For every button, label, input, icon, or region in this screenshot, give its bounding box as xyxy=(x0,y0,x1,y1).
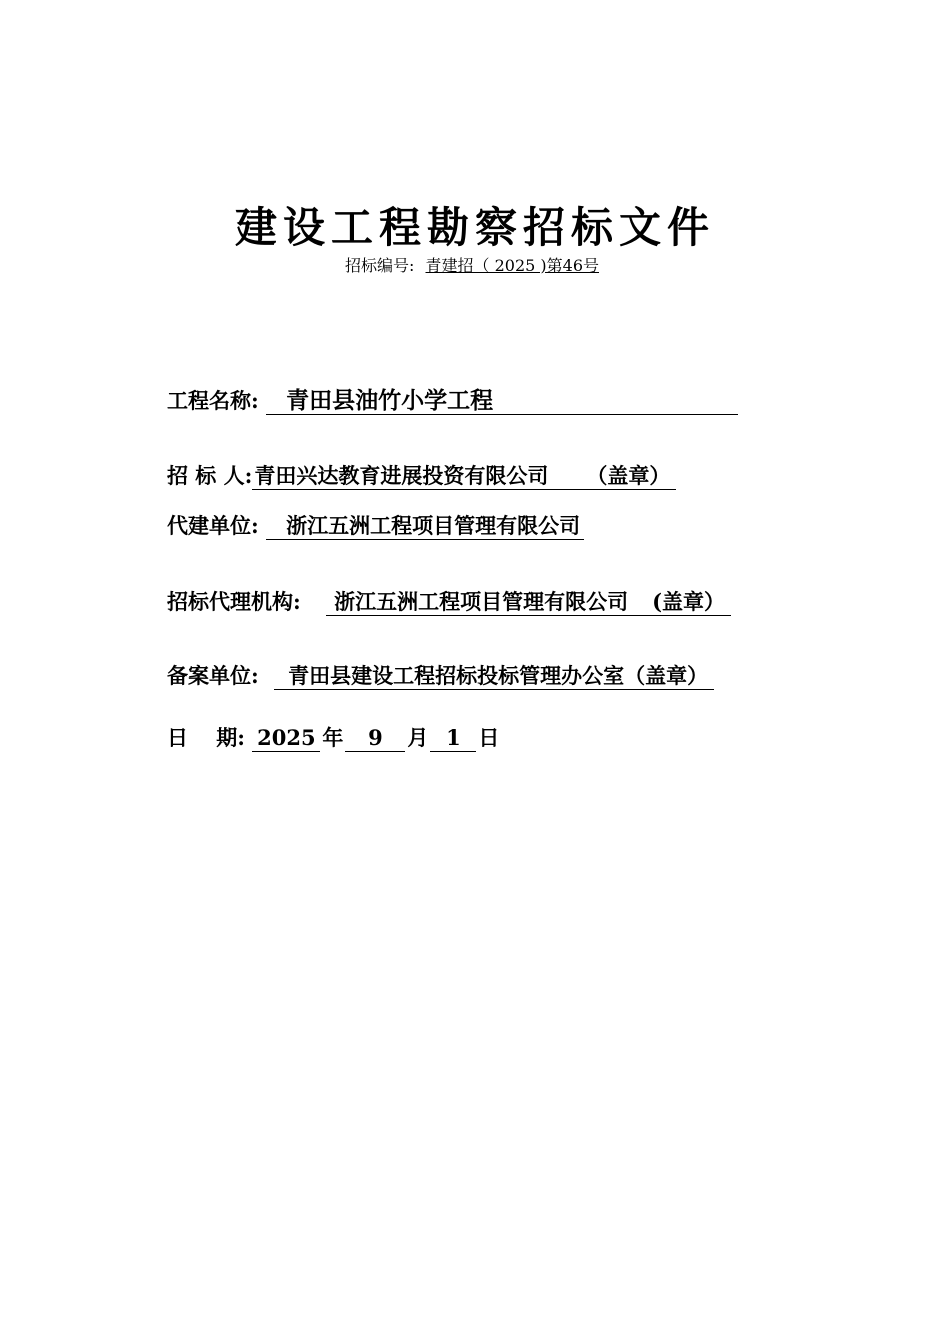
document-title: 建设工程勘察招标文件 xyxy=(234,203,715,252)
date-month-unit: 月 xyxy=(407,725,429,750)
tenderer-seal: （盖章） xyxy=(586,463,671,488)
bidding-agency-row xyxy=(167,588,731,616)
date-month: 9 xyxy=(345,725,405,752)
bidding-agency-value-line xyxy=(326,589,731,616)
filing-unit-row xyxy=(167,662,714,690)
filing-unit-value-line xyxy=(274,663,714,690)
construction-agent-row xyxy=(167,512,584,540)
tenderer-label: 招 标 人: xyxy=(167,463,253,488)
construction-agent-value: 浙江五洲工程项目管理有限公司 xyxy=(266,513,584,540)
project-name-value: 青田县油竹小学工程 xyxy=(266,388,738,415)
date-year: 2025 xyxy=(252,725,320,752)
tenderer-value: 青田兴达教育进展投资有限公司 xyxy=(254,463,549,488)
date-year-unit: 年 xyxy=(322,725,344,750)
project-name-row xyxy=(167,387,738,415)
filing-unit-value: 青田县建设工程招标投标管理办公室 xyxy=(288,663,625,688)
project-name-label: 工程名称: xyxy=(167,388,259,413)
filing-unit-seal: （盖章） xyxy=(624,663,709,688)
bid-number-value: 青建招（ 2025 )第46号 xyxy=(425,256,599,275)
date-label: 日 期: xyxy=(167,725,246,750)
bidding-agency-seal: (盖章） xyxy=(652,589,726,614)
date-day: 1 xyxy=(430,725,476,752)
filing-unit-label: 备案单位: xyxy=(167,663,259,688)
bidding-agency-label: 招标代理机构: xyxy=(167,589,301,614)
construction-agent-label: 代建单位: xyxy=(167,513,259,538)
date-day-unit: 日 xyxy=(478,725,500,750)
tenderer-row xyxy=(167,462,676,490)
tenderer-value-line xyxy=(252,463,676,490)
bid-number xyxy=(0,256,950,276)
bidding-agency-value: 浙江五洲工程项目管理有限公司 xyxy=(334,589,629,614)
bid-number-label: 招标编号: xyxy=(345,256,415,275)
date-row xyxy=(167,724,501,752)
